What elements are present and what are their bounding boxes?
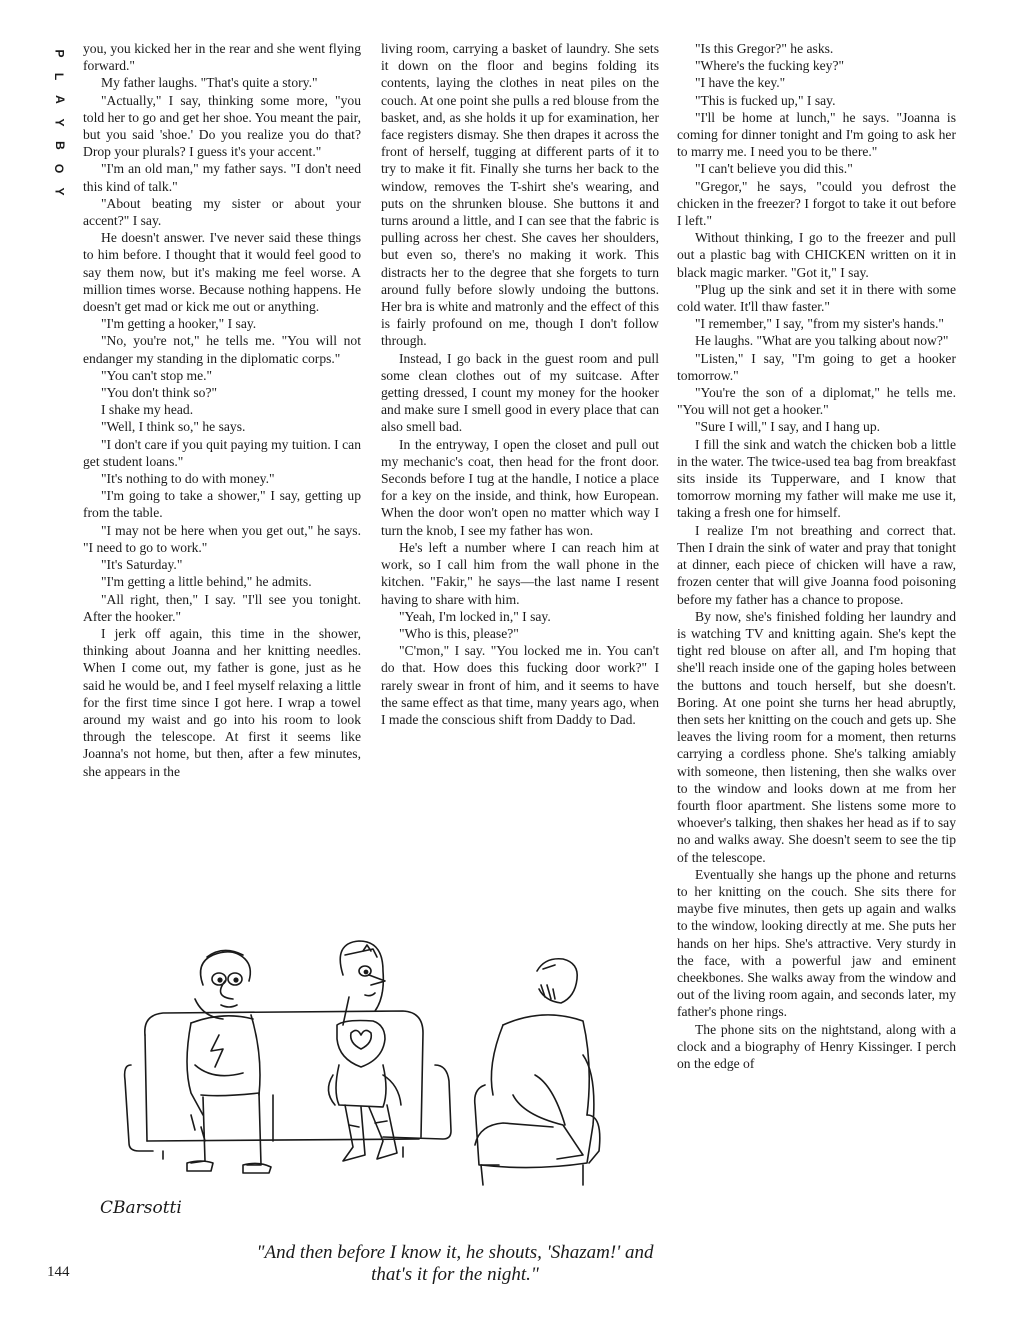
text-column-2 bbox=[381, 40, 659, 728]
paragraph: "Yeah, I'm locked in," I say. bbox=[399, 608, 551, 624]
paragraph: "I remember," I say, "from my sister's hands." bbox=[695, 316, 944, 332]
paragraph: "I'm an old man," my father says. "I don't need this kind of talk." bbox=[83, 161, 361, 194]
paragraph: "Plug up the sink and set it in there with some cold water. It'll thaw faster." bbox=[677, 281, 956, 315]
paragraph: "It's Saturday." bbox=[101, 557, 183, 573]
paragraph: He's left a number where I can reach him at work, so I call him from the wall phone in the kitchen. "Fakir," he says—the last name I resent having to share with him. bbox=[381, 539, 659, 607]
text-column-1 bbox=[83, 40, 361, 780]
magazine-letter: A bbox=[52, 95, 67, 104]
paragraph: "About beating my sister or about your accent?" I say. bbox=[83, 195, 361, 229]
paragraph: My father laughs. "That's quite a story." bbox=[101, 75, 318, 91]
text-column-3 bbox=[677, 40, 956, 1290]
paragraph: "I can't believe you did this." bbox=[695, 161, 853, 177]
magazine-name-vertical bbox=[48, 42, 70, 203]
cartoon-caption: "And then before I know it, he shouts, 'Shazam!' and that's it for the night." bbox=[256, 1242, 654, 1285]
magazine-letter: Y bbox=[52, 118, 67, 127]
paragraph: I realize I'm not breathing and correct that. Then I drain the sink of water and pray that tonight at dinner, each piece of chicken will have a raw, frozen center that will give Joanna food poisoning before my father has a chance to propose. bbox=[677, 522, 956, 607]
paragraph: By now, she's finished folding her laundry and is watching TV and knitting again. She's kept the tight red blouse on after all, and I'm hoping that she'll reach inside one of the gaping holes between the buttons and touch herself, but she doesn't. Boring. At one point she turns her head abruptly, then sets her knitting on the couch and gets up. She leaves the living room for a moment, then returns carrying a cordless phone. She's talking amiably with someone, then listening, then she walks over to the window and looks down at me from her fourth floor apartment. She listens some more to whoever's talking, then shakes her head as if to say no and walks away. She doesn't seem to see the tip of the telescope. bbox=[677, 608, 956, 865]
page-number: 144 bbox=[47, 1264, 70, 1280]
paragraph: "You don't think so?" bbox=[101, 385, 218, 401]
paragraph: "I may not be here when you get out," he says. "I need to go to work." bbox=[83, 522, 361, 555]
paragraph: The phone sits on the nightstand, along with a clock and a biography of Henry Kissinger. I perch on the edge of bbox=[677, 1021, 956, 1071]
magazine-letter: Y bbox=[52, 187, 67, 196]
magazine-letter: P bbox=[52, 49, 67, 58]
paragraph: I shake my head. bbox=[101, 402, 194, 418]
cartoonist-signature: CBarsotti bbox=[100, 1198, 182, 1218]
paragraph: "I'm going to take a shower," I say, getting up from the table. bbox=[83, 488, 361, 521]
paragraph: "I'm getting a hooker," I say. bbox=[101, 316, 257, 332]
paragraph: "C'mon," I say. "You locked me in. You can't do that. How does this fucking door work?" I rarely swear in front of him, and it seems to have the same effect as that time, many years ago, when I made the conscious shift from Daddy to Dad. bbox=[381, 643, 659, 727]
paragraph: living room, carrying a basket of laundry. She sets it down on the floor and begins folding its contents, laying the clothes in neat piles on the couch. At one point she pulls a red blouse from the basket, and, as she holds it up for examination, her face registers dismay. She then drapes it across the front of herself, tugging at different parts of it to try to make it fit. Finally she turns her back to the window, removes the T-shirt she's wearing, and puts on the shrunken blouse. She buttons it and turns around a little, and I can see that the fabric is pulling across her chest. She caves her shoulders, but even so, there's no making it work. This distracts her to the degree that she forgets to turn around fully before slowly undoing the buttons. Her bra is white and matronly and the effect of this is fairly profound on me, though I don't follow through. bbox=[381, 41, 659, 349]
paragraph: He laughs. "What are you talking about now?" bbox=[695, 333, 949, 349]
paragraph: "You're the son of a diplomat," he tells me. "You will not get a hooker." bbox=[677, 385, 956, 418]
paragraph: Instead, I go back in the guest room and pull some clean clothes out of my suitcase. After getting dressed, I count my money for the hooker and make sure I smell good in every place that can also smell bad. bbox=[381, 350, 659, 435]
cartoon-illustration bbox=[83, 915, 643, 1245]
paragraph: "You can't stop me." bbox=[101, 367, 213, 383]
paragraph: In the entryway, I open the closet and pull out my mechanic's coat, then head for the front door. Seconds before I tug at the handle, I notice a place for a key on the inside, and think, how European. When the door won't open no matter which way I turn the knob, I see my father has won. bbox=[381, 436, 659, 538]
paragraph: I fill the sink and watch the chicken bob a little in the water. The twice-used tea bag from breakfast sits inside its Tupperware, and I know that tomorrow morning my father will make me use it, taking a fresh one for himself. bbox=[677, 436, 956, 521]
paragraph: "No, you're not," he tells me. "You will not endanger my standing in the diplomatic corps." bbox=[83, 333, 361, 366]
paragraph: "All right, then," I say. "I'll see you tonight. After the hooker." bbox=[83, 591, 361, 624]
paragraph: "Well, I think so," he says. bbox=[101, 419, 246, 435]
paragraph: "It's nothing to do with money." bbox=[101, 471, 275, 487]
paragraph: "Is this Gregor?" he asks. bbox=[695, 41, 834, 56]
couch-drawing bbox=[125, 1011, 451, 1159]
paragraph: "I'll be home at lunch," he says. "Joanna is coming for dinner tonight and I'm going to ask her to marry me. I need you to be there." bbox=[677, 109, 956, 160]
paragraph: "Where's the fucking key?" bbox=[695, 58, 845, 74]
paragraph: "I don't care if you quit paying my tuition. I can get student loans." bbox=[83, 436, 361, 469]
paragraph: I jerk off again, this time in the shower, thinking about Joanna and her knitting needles. When I come out, my father is gone, just as he said he would be, and I feel myself relaxing a little for the first time since I got here. I wrap a towel around my waist and go into his room to look through the telescope. At first it seems like Joanna's not home, but then, after a few minutes, she appears in the bbox=[83, 625, 361, 779]
paragraph: "Who is this, please?" bbox=[399, 625, 519, 641]
paragraph: "I have the key." bbox=[695, 75, 786, 91]
paragraph: "Listen," I say, "I'm going to get a hooker tomorrow." bbox=[677, 350, 956, 383]
paragraph: "Sure I will," I say, and I hang up. bbox=[695, 419, 881, 435]
psychiatrist-drawing bbox=[475, 959, 600, 1185]
magazine-letter: O bbox=[52, 163, 67, 174]
superhero-woman-drawing bbox=[328, 941, 401, 1161]
magazine-letter: L bbox=[52, 72, 67, 81]
paragraph: "Actually," I say, thinking some more, "you told her to go and get her shoe. You meant the pair, but you said 'shoe.' Do you realize you do that? Drop your plurals? I guess it's your accent." bbox=[83, 92, 361, 160]
paragraph: He doesn't answer. I've never said these things to him before. I thought that it would feel good to say them now, but it's making me feel worse. A million times worse. Because nothing happens. He doesn't get mad or kick me out or anything. bbox=[83, 230, 361, 315]
paragraph: "This is fucked up," I say. bbox=[695, 92, 836, 108]
magazine-letter: B bbox=[52, 141, 67, 150]
paragraph: Without thinking, I go to the freezer and pull out a plastic bag with CHICKEN written on it in black magic marker. "Got it," I say. bbox=[677, 230, 956, 280]
paragraph: "Gregor," he says, "could you defrost the chicken in the freezer? I forgot to take it out before I left." bbox=[677, 178, 956, 229]
paragraph: "I'm getting a little behind," he admits. bbox=[101, 574, 312, 590]
paragraph: you, you kicked her in the rear and she went flying forward." bbox=[83, 41, 361, 74]
paragraph: Eventually she hangs up the phone and returns to her knitting on the couch. She sits there for maybe five minutes, then gets up again and walks to the window, looking directly at me. She puts her hands on her hips. She's attractive. Very sturdy in the face, with a powerful jaw and eminent cheekbones. She walks away from the window and out of the living room again, and seconds later, my father's phone rings. bbox=[677, 866, 956, 1020]
